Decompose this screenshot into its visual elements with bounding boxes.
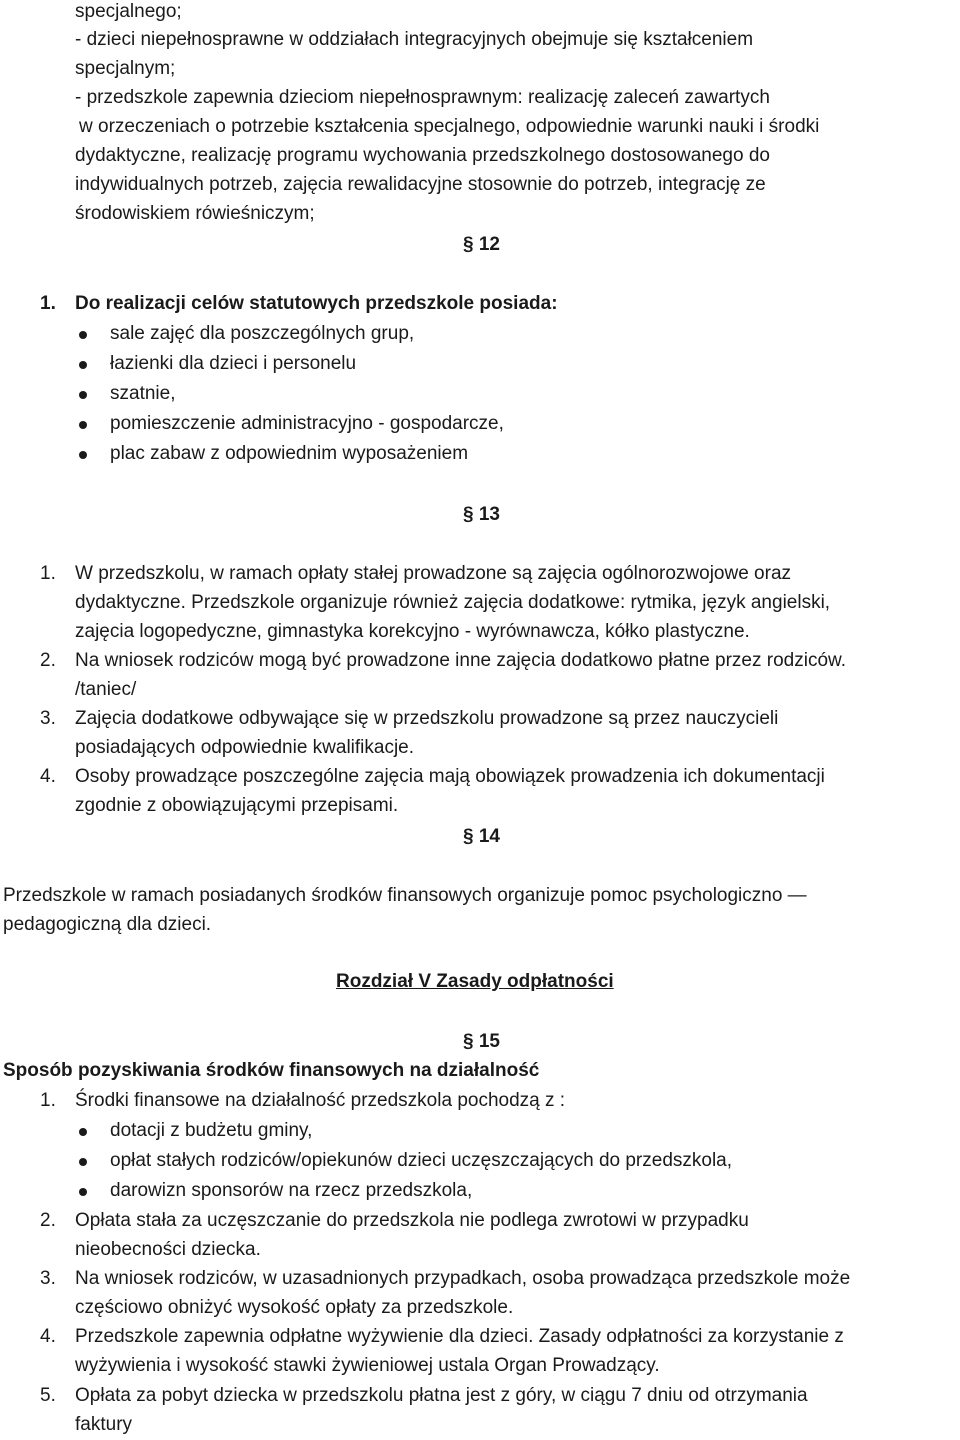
list-number: 1. — [40, 293, 56, 314]
list-item-text: Opłata za pobyt dziecka w przedszkolu płatna jest z góry, w ciągu 7 dniu od otrzymania — [75, 1385, 808, 1406]
bullet-icon — [79, 1158, 87, 1166]
bullet-item: opłat stałych rodziców/opiekunów dzieci uczęszczających do przedszkola, — [110, 1150, 733, 1171]
text-line: - przedszkole zapewnia dzieciom niepełnosprawnym: realizację zaleceń zawartych — [75, 87, 770, 108]
bullet-icon — [79, 331, 87, 339]
section-heading-15: § 15 — [463, 1031, 500, 1052]
list-number: 1. — [40, 563, 56, 584]
bullet-icon — [79, 391, 87, 399]
list-item-text: wyżywienia i wysokość stawki żywieniowej ustala Organ Prowadzący. — [75, 1355, 660, 1376]
bullet-icon — [79, 1188, 87, 1196]
list-number: 4. — [40, 766, 56, 787]
list-item-text: posiadających odpowiednie kwalifikacje. — [75, 737, 415, 758]
list-item-text: Zajęcia dodatkowe odbywające się w przedszkolu prowadzone są przez nauczycieli — [75, 708, 779, 729]
bullet-item: dotacji z budżetu gminy, — [110, 1120, 313, 1141]
text-line: - dzieci niepełnosprawne w oddziałach integracyjnych obejmuje się kształceniem — [75, 29, 754, 50]
bullet-item: plac zabaw z odpowiednim wyposażeniem — [110, 443, 469, 464]
section-heading-13: § 13 — [463, 504, 500, 525]
text-line: specjalnego; — [75, 1, 182, 22]
chapter-title: Rozdział V Zasady odpłatności — [336, 971, 614, 992]
list-item-text: Na wniosek rodziców, w uzasadnionych przypadkach, osoba prowadząca przedszkole może — [75, 1268, 851, 1289]
text-line: pedagogiczną dla dzieci. — [3, 914, 212, 935]
section-heading-12: § 12 — [463, 234, 500, 255]
list-item-text: Środki finansowe na działalność przedszkola pochodzą z : — [75, 1090, 566, 1111]
list-item-text: dydaktyczne. Przedszkole organizuje również zajęcia dodatkowe: rytmika, język angielski, — [75, 592, 831, 613]
section-heading-14: § 14 — [463, 826, 500, 847]
list-item-text: częściowo obniżyć wysokość opłaty za przedszkole. — [75, 1297, 514, 1318]
list-item-text: W przedszkolu, w ramach opłaty stałej prowadzone są zajęcia ogólnorozwojowe oraz — [75, 563, 792, 584]
list-item-text: Opłata stała za uczęszczanie do przedszkola nie podlega zwrotowi w przypadku — [75, 1210, 749, 1231]
list-item-text: Osoby prowadzące poszczególne zajęcia mają obowiązek prowadzenia ich dokumentacji — [75, 766, 825, 787]
bullet-icon — [79, 421, 87, 429]
list-number: 2. — [40, 650, 56, 671]
list-item-text: nieobecności dziecka. — [75, 1239, 261, 1260]
bullet-item: sale zajęć dla poszczególnych grup, — [110, 323, 415, 344]
bullet-icon — [79, 361, 87, 369]
bullet-item: łazienki dla dzieci i personelu — [110, 353, 357, 374]
list-item-text: Na wniosek rodziców mogą być prowadzone inne zajęcia dodatkowo płatne przez rodziców. — [75, 650, 846, 671]
bullet-item: darowizn sponsorów na rzecz przedszkola, — [110, 1180, 473, 1201]
list-number: 5. — [40, 1385, 56, 1406]
text-line: w orzeczeniach o potrzebie kształcenia specjalnego, odpowiednie warunki nauki i środki — [79, 116, 820, 137]
list-item-text: zajęcia logopedyczne, gimnastyka korekcyjno - wyrównawcza, kółko plastyczne. — [75, 621, 750, 642]
bullet-icon — [79, 451, 87, 459]
text-line: Przedszkole w ramach posiadanych środków finansowych organizuje pomoc psychologiczno — — [3, 885, 807, 906]
list-item-text: Do realizacji celów statutowych przedszkole posiada: — [75, 293, 558, 314]
list-item-text: zgodnie z obowiązującymi przepisami. — [75, 795, 399, 816]
text-line: środowiskiem rówieśniczym; — [75, 203, 315, 224]
list-number: 3. — [40, 708, 56, 729]
bullet-icon — [79, 1128, 87, 1136]
text-line: dydaktyczne, realizację programu wychowania przedszkolnego dostosowanego do — [75, 145, 770, 166]
list-item-text: faktury — [75, 1414, 133, 1435]
text-line: specjalnym; — [75, 58, 176, 79]
bullet-item: szatnie, — [110, 383, 176, 404]
list-number: 2. — [40, 1210, 56, 1231]
list-number: 1. — [40, 1090, 56, 1111]
text-line: indywidualnych potrzeb, zajęcia rewalidacyjne stosownie do potrzeb, integrację ze — [75, 174, 766, 195]
list-number: 3. — [40, 1268, 56, 1289]
list-item-text: /taniec/ — [75, 679, 137, 700]
list-number: 4. — [40, 1326, 56, 1347]
section-subtitle: Sposób pozyskiwania środków finansowych na działalność — [3, 1060, 540, 1081]
list-item-text: Przedszkole zapewnia odpłatne wyżywienie dla dzieci. Zasady odpłatności za korzystanie z — [75, 1326, 844, 1347]
bullet-item: pomieszczenie administracyjno - gospodarcze, — [110, 413, 504, 434]
